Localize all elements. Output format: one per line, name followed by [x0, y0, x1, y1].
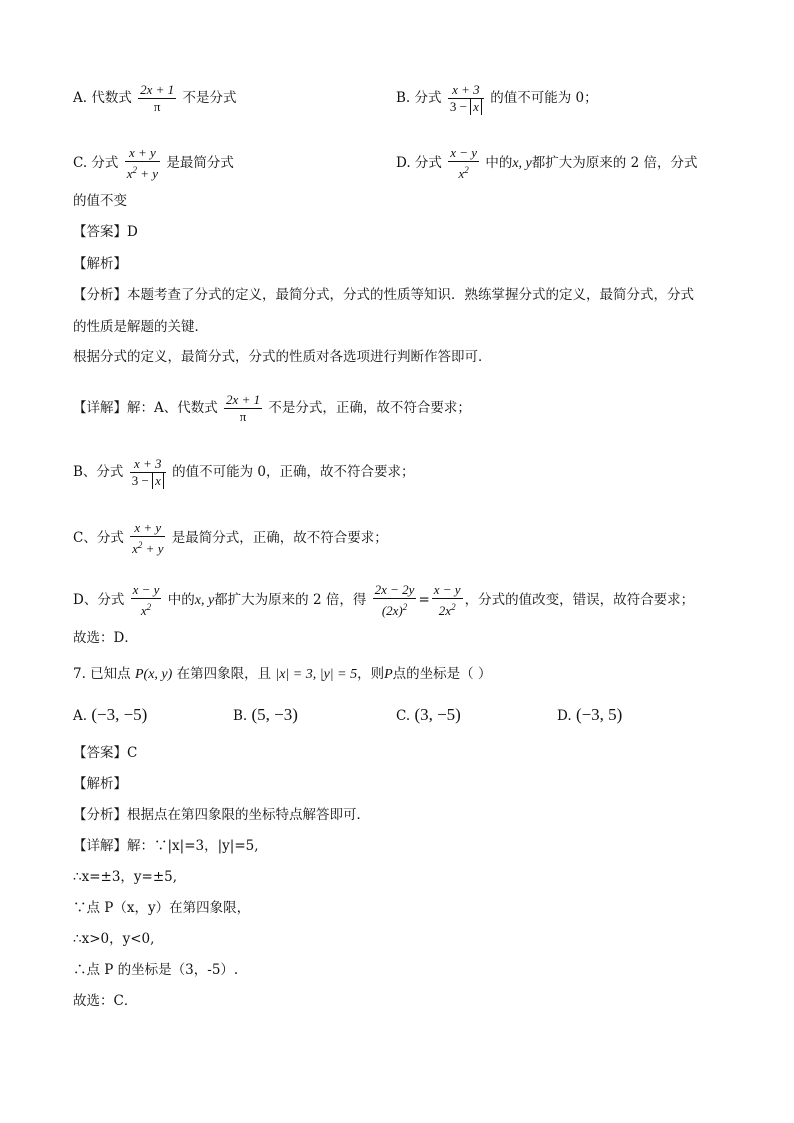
detail-a-prefix: 【详解】解：A、代数式	[73, 400, 218, 416]
numerator: x − y	[433, 582, 461, 597]
option-c-prefix: C. 分式	[73, 155, 119, 171]
option-label: B.	[233, 708, 248, 724]
detail-a-fraction	[224, 392, 262, 425]
detail-d-fraction-3	[432, 582, 463, 619]
detail-d-fraction-2	[373, 582, 417, 619]
choose-label: 故选：D．	[73, 630, 138, 646]
option-c-suffix: 是最简分式	[166, 155, 234, 171]
option-d-prefix: D. 分式	[396, 155, 442, 171]
detail-c-prefix: C、分式	[73, 530, 124, 546]
detail-d-prefix: D、分式	[73, 592, 125, 608]
option-a-fraction	[138, 82, 176, 115]
denominator-base: 2x	[438, 603, 452, 618]
point-coords: (x, y)	[143, 667, 173, 682]
q7-answer-label: 【答案】C	[73, 745, 138, 761]
detail-d	[73, 582, 694, 619]
q7-option-c	[396, 706, 461, 725]
detail-b	[73, 456, 415, 489]
point-label-2: P	[384, 667, 393, 682]
option-c-fraction	[125, 145, 160, 182]
detail-c	[73, 520, 388, 557]
numerator: x − y	[450, 145, 478, 160]
option-value: (−3, 5)	[575, 705, 623, 724]
option-b	[396, 82, 598, 115]
q7-option-b	[233, 706, 298, 725]
denominator-base: x	[458, 166, 465, 181]
detail-c-fraction	[130, 520, 165, 557]
q7-analysis-heading: 【解析】	[73, 776, 127, 792]
option-d-vars: x, y	[512, 156, 532, 171]
q7-stem-prefix: 7. 已知点	[73, 666, 131, 682]
denominator-rest: + y	[142, 541, 164, 556]
option-value: (5, −3)	[251, 705, 298, 724]
q7-stem-mid: 在第四象限，且	[176, 666, 272, 682]
q7-stem	[73, 665, 491, 684]
option-b-suffix: 的值不可能为 0；	[490, 90, 598, 106]
detail-b-fraction	[130, 456, 166, 489]
detail-b-prefix: B、分式	[73, 464, 124, 480]
numerator: x − y	[132, 582, 160, 597]
option-a	[73, 82, 236, 115]
option-d-mid: 中的	[485, 155, 513, 171]
option-value: (−3, −5)	[91, 705, 148, 724]
detail-d-suffix: ，分式的值改变，错误，故符合要求；	[464, 592, 695, 608]
q7-step-3: ∵点 P（x，y）在第四象限，	[73, 900, 251, 916]
detail-d-mid: 中的	[167, 592, 195, 608]
detail-d-vars: x, y	[194, 593, 215, 608]
q7-option-a	[73, 706, 147, 725]
exponent: 2	[132, 165, 138, 175]
denominator-rest: + y	[137, 166, 159, 181]
analysis-text-2: 的性质是解题的关键．	[73, 319, 208, 335]
denominator-const: 3 −	[131, 473, 153, 488]
q7-step-6: 故选：C．	[73, 993, 138, 1009]
abs-value: x	[470, 99, 482, 115]
numerator: 2x − 2y	[374, 582, 415, 597]
option-c	[73, 145, 234, 182]
numerator: 2x + 1	[140, 82, 175, 97]
detail-a	[73, 392, 471, 425]
q7-option-d	[557, 706, 622, 725]
equals-sign: =	[418, 592, 430, 608]
denominator-base: x	[140, 603, 147, 618]
numerator: 2x + 1	[226, 392, 261, 407]
numerator: x + 3	[130, 456, 166, 473]
detail-c-suffix: 是最简分式，正确，故不符合要求；	[171, 530, 388, 546]
q7-analysis-text: 【分析】根据点在第四象限的坐标特点解答即可．	[73, 807, 370, 823]
analysis-heading: 【解析】	[73, 256, 127, 272]
option-label: C.	[396, 708, 411, 724]
q7-step-4: ∴x>0，y<0,	[73, 931, 155, 947]
option-d-fraction	[448, 145, 479, 182]
answer-label: 【答案】D	[73, 224, 138, 240]
detail-a-suffix: 不是分式，正确，故不符合要求；	[268, 400, 471, 416]
denominator-const: 3 −	[449, 99, 471, 114]
exponent: 2	[402, 602, 408, 612]
option-b-fraction	[448, 82, 484, 115]
point-label: P	[134, 667, 144, 682]
analysis-text-3: 根据分式的定义，最简分式，分式的性质对各选项进行判断作答即可．	[73, 349, 492, 365]
exponent: 2	[451, 602, 456, 612]
exponent: 2	[146, 602, 152, 612]
denominator: π	[153, 99, 161, 114]
q7-step-5: ∴点 P 的坐标是（3，-5）.	[73, 962, 239, 978]
q7-step-1: 【详解】解：∵|x|=3，|y|=5,	[73, 838, 259, 854]
numerator: x + y	[130, 520, 165, 537]
option-label: D.	[557, 708, 572, 724]
option-a-prefix: A. 代数式	[73, 90, 132, 106]
analysis-text-1: 【分析】本题考查了分式的定义，最简分式，分式的性质等知识．熟练掌握分式的定义，最简分式，分式	[73, 287, 694, 303]
q7-stem-then: ，则	[357, 666, 385, 682]
exponent: 2	[464, 165, 469, 175]
condition: |x| = 3, |y| = 5	[275, 667, 358, 682]
option-d-suffix: 都扩大为原来的 2 倍，分式	[531, 155, 698, 171]
numerator: x + 3	[448, 82, 484, 99]
q7-stem-suffix: 点的坐标是（ ）	[392, 666, 492, 682]
denominator: π	[239, 409, 247, 424]
exponent: 2	[137, 540, 143, 550]
detail-d-text: 都扩大为原来的 2 倍，得	[214, 592, 367, 608]
numerator: x + y	[125, 145, 160, 162]
denominator-base: x	[132, 541, 138, 556]
detail-d-fraction	[131, 582, 162, 619]
option-d	[396, 145, 697, 182]
option-d-continuation: 的值不变	[73, 193, 127, 209]
option-label: A.	[73, 708, 88, 724]
denominator-base: x	[126, 166, 133, 181]
denominator-base: (2x)	[381, 603, 403, 618]
option-a-suffix: 不是分式	[182, 90, 237, 106]
detail-b-suffix: 的值不可能为 0，正确，故不符合要求；	[172, 464, 415, 480]
q7-step-2: ∴x=±3，y=±5,	[73, 869, 178, 885]
option-b-prefix: B. 分式	[396, 90, 442, 106]
option-value: (3, −5)	[414, 705, 461, 724]
abs-value: x	[152, 473, 164, 489]
